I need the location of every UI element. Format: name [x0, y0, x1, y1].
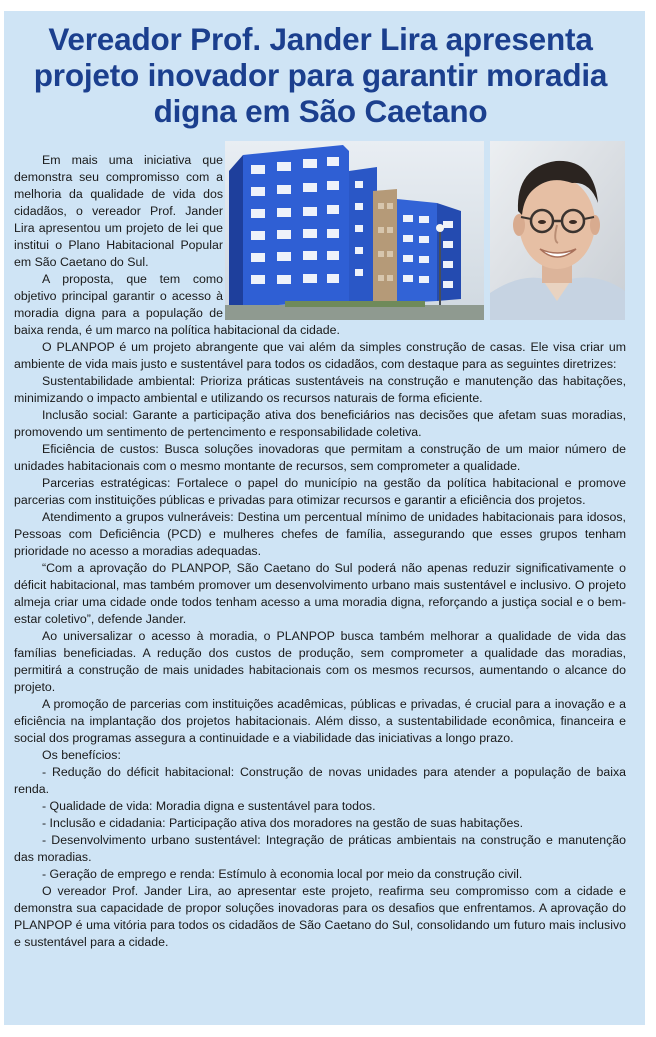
article-paragraph: Sustentabilidade ambiental: Prioriza práticas sustentáveis na construção e manutenção das habitações, minimizando o impacto ambiental e utilizando os recursos naturais de forma eficiente. [14, 374, 626, 405]
article-paragraph: O PLANPOP é um projeto abrangente que vai além da simples construção de casas. Ele visa criar um ambiente de vida mais justo e sustentável para todos os cidadãos, com destaque para as seguintes diretrizes: [14, 340, 626, 371]
article-paragraph: Ao universalizar o acesso à moradia, o PLANPOP busca também melhorar a qualidade de vida das famílias beneficiadas. A redução dos custos de produção, sem comprometer a qualidade das moradias, permitirá a construção de mais unidades habitacionais com os mesmos recursos, aumentando o alcance do projeto. [14, 629, 626, 694]
benefit-item: - Inclusão e cidadania: Participação ativa dos moradores na gestão de suas habitações. [42, 816, 524, 830]
article-body [14, 152, 626, 951]
article-paragraph: Os benefícios: [42, 748, 121, 762]
benefit-item: - Desenvolvimento urbano sustentável: Integração de práticas ambientais na construção e manutenção das moradias. [14, 833, 626, 864]
article-paragraph: A proposta, que tem como objetivo principal garantir o acesso à moradia digna para a população de baixa renda, é um marco na política habitacional da cidade. [14, 272, 340, 337]
article-paragraph: O vereador Prof. Jander Lira, ao apresentar este projeto, reafirma seu compromisso com a cidade e demonstra sua capacidade de propor soluções inovadoras para os desafios que enfrentamos. A aprovação do PLANPOP é uma vitória para todos os cidadãos de São Caetano do Sul, consolidando um futuro mais inclusivo e sustentável para a cidade. [14, 884, 626, 949]
benefit-item: - Redução do déficit habitacional: Construção de novas unidades para atender a população de baixa renda. [14, 765, 626, 796]
article-paragraph: A promoção de parcerias com instituições acadêmicas, públicas e privadas, é crucial para a inovação e a eficiência na implantação dos projetos habitacionais. Além disso, a sustentabilidade econômica, financeira e social dos programas assegura a continuidade e a viabilidade das iniciativas a longo prazo. [14, 697, 626, 745]
benefit-item: - Geração de emprego e renda: Estímulo à economia local por meio da construção civil. [42, 867, 523, 881]
article-paragraph: Em mais uma iniciativa que demonstra seu compromisso com a melhoria da qualidade de vida dos cidadãos, o vereador Prof. Jander Lira apresentou um projeto de lei que institui o Plano Habitacional Popular em São Caetano do Sul. [14, 153, 223, 269]
article-paragraph: Atendimento a grupos vulneráveis: Destina um percentual mínimo de unidades habitacionais para idosos, Pessoas com Deficiência (PCD) e mulheres chefes de família, assegurando que esses grupos tenham prioridade no acesso a moradias adequadas. [14, 510, 626, 558]
photo-wrap-spacer [223, 152, 626, 314]
article-paragraph: Inclusão social: Garante a participação ativa dos beneficiários nas decisões que afetam suas moradias, promovendo um sentimento de pertencimento e responsabilidade coletiva. [14, 408, 626, 439]
benefit-item: - Qualidade de vida: Moradia digna e sustentável para todos. [42, 799, 376, 813]
article-paragraph: “Com a aprovação do PLANPOP, São Caetano do Sul poderá não apenas reduzir significativamente o déficit habitacional, mas também promover um desenvolvimento urbano mais sustentável e inclusivo. O projeto almeja criar uma cidade onde todos tenham acesso a uma moradia digna, reforçando a justiça social e o bem-estar coletivo”, defende Jander. [14, 561, 626, 626]
article-paragraph: Eficiência de custos: Busca soluções inovadoras que permitam a construção de um maior número de unidades habitacionais com o mesmo montante de recursos, sem comprometer a qualidade. [14, 442, 626, 473]
article-paragraph: Parcerias estratégicas: Fortalece o papel do município na gestão da política habitacional e promove parcerias com instituições públicas e privadas para otimizar recursos e garantir a eficiência dos projetos. [14, 476, 626, 507]
article-headline: Vereador Prof. Jander Lira apresenta projeto inovador para garantir moradia digna em São Caetano [33, 21, 608, 129]
